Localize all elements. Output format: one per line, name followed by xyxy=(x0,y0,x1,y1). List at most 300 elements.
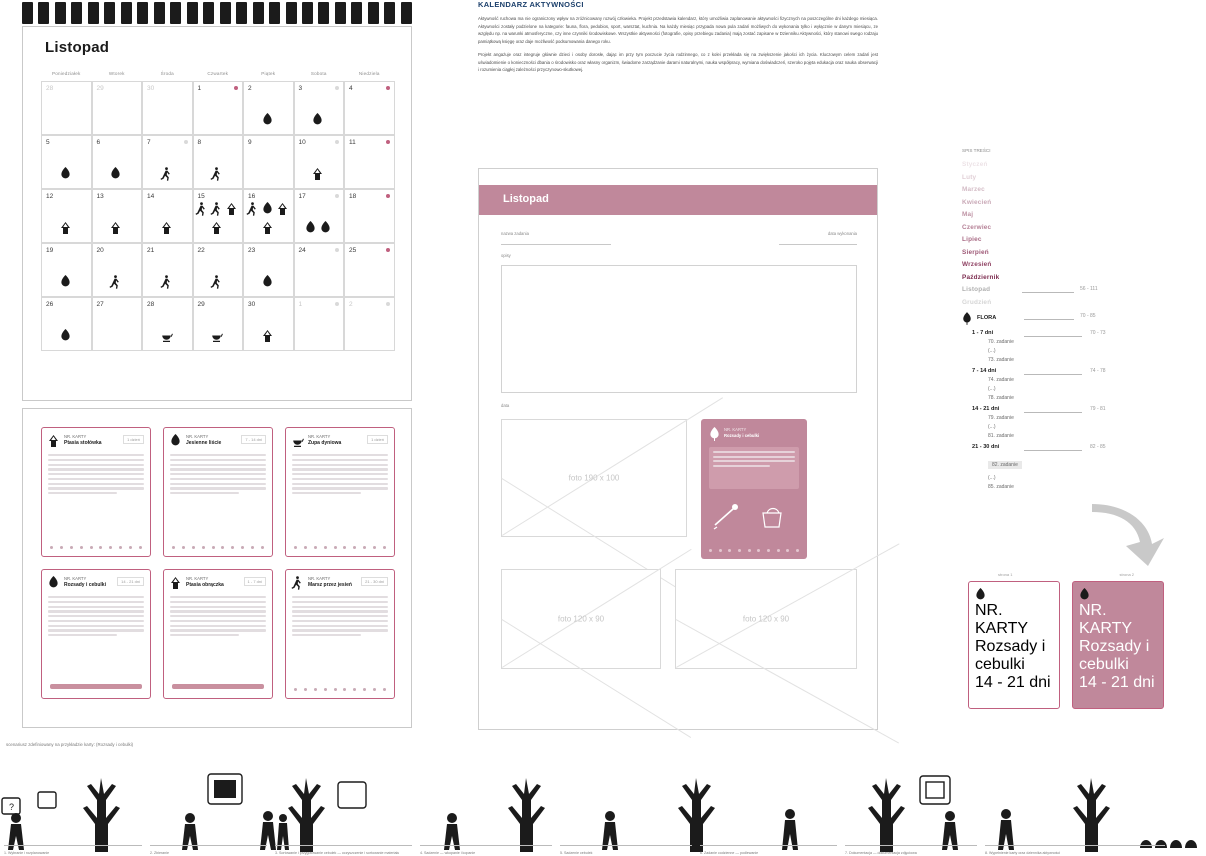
fauna-icon xyxy=(277,202,290,219)
wireframe-month-title: Listopad xyxy=(503,193,549,205)
day-number: 10 xyxy=(298,139,306,146)
toc-task-item[interactable]: (...) xyxy=(988,423,996,430)
toc-month-8[interactable] xyxy=(962,261,1192,268)
activity-cards-grid xyxy=(41,427,397,699)
kuchnia-icon xyxy=(211,329,224,346)
card-description-lines xyxy=(48,596,144,636)
calendar-week-row xyxy=(41,81,395,135)
spiral-binding xyxy=(22,2,412,24)
flora-icon xyxy=(320,221,333,238)
scenario-step-label-1: 1. Wybranie i rozplanowanie xyxy=(4,851,50,855)
activity-card[interactable] xyxy=(163,569,273,699)
card-description-lines xyxy=(292,596,388,636)
toc-month-label: Czerwiec xyxy=(962,223,992,231)
day-activity-icons xyxy=(194,167,243,184)
activity-card[interactable] xyxy=(285,427,395,557)
toc-month-1[interactable] xyxy=(962,174,1192,181)
day-number: 4 xyxy=(349,85,353,92)
scenario-step-rule xyxy=(700,845,837,846)
card-dots xyxy=(294,688,386,691)
card-duration-badge: 14 - 21 dni xyxy=(117,577,144,586)
day-number: 9 xyxy=(248,139,252,146)
day-activity-icons xyxy=(143,221,192,238)
card-title: Ptasia stołówka xyxy=(64,440,102,447)
card-title: Zupa dyniowa xyxy=(308,440,342,447)
weekday-6: Niedziela xyxy=(358,71,380,76)
day-activity-icons xyxy=(194,275,243,292)
calendar-day-cell[interactable] xyxy=(243,243,294,297)
toc-month-5[interactable] xyxy=(962,224,1192,231)
toc-task-item[interactable]: 82. zadanie xyxy=(988,461,1022,469)
calendar-sheet xyxy=(22,26,412,401)
activity-card[interactable] xyxy=(163,427,273,557)
card-title: Rozsady i cebulki xyxy=(1079,638,1150,673)
flora-icon xyxy=(48,576,60,591)
bottom-scenario-strip xyxy=(0,742,1206,856)
toc-month-label: Październik xyxy=(962,273,1000,281)
flora-icon xyxy=(60,275,73,292)
fauna-icon xyxy=(262,329,275,346)
sport-icon xyxy=(211,167,224,184)
day-number: 2 xyxy=(248,85,252,92)
card-kicker: NR. KARTY xyxy=(186,576,209,581)
leader-dash xyxy=(1024,374,1082,375)
card-duration-badge: 14 - 21 dni xyxy=(1079,674,1155,691)
notes-textarea[interactable] xyxy=(501,265,857,393)
card-kicker: NR. KARTY xyxy=(308,434,331,439)
diary-wireframe xyxy=(478,168,878,730)
toc-month-0[interactable] xyxy=(962,161,1192,168)
flora-icon xyxy=(60,167,73,184)
scenario-step-label-8: 8. Wypełnienie karty oraz dziennika aktywności xyxy=(985,851,1061,855)
toc-month-label: Lipiec xyxy=(962,236,982,243)
day-number: 1 xyxy=(197,85,202,92)
activity-card[interactable] xyxy=(968,581,1060,709)
card-dots xyxy=(709,549,799,552)
result-card-header-1: strona 2 xyxy=(1119,572,1134,577)
calendar-day-cell[interactable] xyxy=(142,189,193,243)
calendar-week-row xyxy=(41,189,395,243)
label-task-name: nazwa zadania xyxy=(501,231,529,236)
kuchnia-icon xyxy=(161,329,174,346)
calendar-day-cell[interactable] xyxy=(142,297,193,351)
calendar-week-row xyxy=(41,243,395,297)
result-cards-headers xyxy=(968,572,1164,581)
calendar-day-cell[interactable] xyxy=(92,243,143,297)
calendar-day-cell[interactable] xyxy=(243,297,294,351)
day-activity-icons xyxy=(93,275,142,292)
day-number: 2 xyxy=(349,301,353,308)
flora-icon xyxy=(1079,588,1157,602)
photo-placeholder-small-1-label: foto 120 x 90 xyxy=(557,614,605,624)
day-number: 29 xyxy=(96,85,104,92)
scenario-step-label-7: 7. Dokumentacja — dokumentacja zdjęciowa xyxy=(845,851,917,855)
calendar-day-cell[interactable] xyxy=(294,81,345,135)
toc-group-range: 70 - 73 xyxy=(1090,329,1106,336)
activity-card[interactable] xyxy=(285,569,395,699)
calendar-day-cell[interactable] xyxy=(243,81,294,135)
fauna-icon xyxy=(262,221,275,238)
scenario-step-rule xyxy=(150,845,267,846)
sport-icon xyxy=(161,275,174,292)
paragraph-1: Aktywność ruchowa ma nie ograniczony wpływ na zróżnicowany rozwój człowieka. Projekt przedstawia kalendarz, który umożliwia zaplanowanie aktywności fizycznych na poszczególne dni każdego miesiąca. Aktywności zostały podzielone na kategorie: fauna, flora, pedobios, sport, warsztat, kuchnia. Na każdy miesiąc przypada nowa pula zadań możliwych do wykonania tylko i wyłącznie w danym miesiącu, ze względu np. na warunki atmosferyczne, czy inne czynniki środowiskowe. Wszystkie aktywności (fotografie, opisy przebiegu zadania) mają zostać zapisane w Dzienniku Aktywności, który stanowi swego rodzaju pamiątkową księgę oraz daje możliwość podsumowania danego roku. xyxy=(478,16,878,44)
day-marker-dot xyxy=(335,140,339,144)
calendar-week-row xyxy=(41,297,395,351)
scenario-illustration xyxy=(0,756,1206,856)
calendar-day-cell[interactable] xyxy=(193,81,244,135)
card-title: Jesienne liście xyxy=(186,440,222,447)
scenario-step-label-3: 3. Sortowanie i przygotowanie cebulek — oczyszczenie i sortowanie materiału xyxy=(275,851,400,855)
table-of-contents xyxy=(962,148,1192,493)
scenario-step-label-6: 6. Zadanie codzienne — podlewanie xyxy=(700,851,759,855)
calendar-day-cell[interactable] xyxy=(92,81,143,135)
toc-month-label: Luty xyxy=(962,173,977,181)
card-duration-badge: 1 - 7 dni xyxy=(244,577,266,586)
day-activity-icons xyxy=(244,202,293,238)
day-activity-icons xyxy=(295,167,344,184)
input-line-done-date[interactable] xyxy=(779,244,857,245)
toc-task-item[interactable]: 70. zadanie xyxy=(988,338,1014,345)
calendar-day-cell[interactable] xyxy=(92,297,143,351)
card-duration-badge: 14 - 21 dni xyxy=(975,674,1051,691)
day-number: 7 xyxy=(147,139,151,146)
toc-month-label: Maj xyxy=(962,211,974,218)
day-activity-icons xyxy=(194,329,243,346)
card-duration-badge: 7 - 14 dni xyxy=(241,435,266,444)
result-cards-panel xyxy=(968,572,1164,709)
toc-month-label: Sierpień xyxy=(962,248,989,256)
calendar-grid xyxy=(41,71,395,351)
flora-icon xyxy=(312,113,325,130)
toc-task-item[interactable]: (...) xyxy=(988,385,996,392)
calendar-day-cell[interactable] xyxy=(41,189,92,243)
fauna-icon xyxy=(226,202,239,219)
day-number: 17 xyxy=(298,193,306,200)
day-number: 14 xyxy=(147,193,155,200)
svg-text:?: ? xyxy=(9,802,15,812)
day-activity-icons xyxy=(143,329,192,346)
weekday-0: Poniedziałek xyxy=(52,71,81,76)
day-number: 15 xyxy=(197,193,205,200)
day-activity-icons xyxy=(194,202,243,238)
toc-task-item[interactable]: 85. zadanie xyxy=(988,483,1014,490)
activity-card[interactable] xyxy=(41,427,151,557)
day-number: 22 xyxy=(197,247,205,254)
leader-dash xyxy=(1024,336,1082,337)
day-number: 25 xyxy=(349,247,357,254)
day-number: 27 xyxy=(96,301,104,308)
day-activity-icons xyxy=(93,221,142,238)
center-column xyxy=(478,0,878,624)
toc-group-0[interactable]: 1 - 7 dni 70 - 73 xyxy=(972,329,1106,336)
card-kicker: NR. KARTY xyxy=(975,602,1029,637)
scenario-step-labels xyxy=(0,842,1206,856)
toc-task-item[interactable]: 78. zadanie xyxy=(988,394,1014,401)
calendar-day-cell[interactable] xyxy=(294,243,345,297)
toc-month-label: Listopad xyxy=(962,286,991,293)
weekday-2: Środa xyxy=(160,71,174,76)
calendar-day-cell[interactable] xyxy=(344,189,395,243)
calendar-day-cell[interactable] xyxy=(294,135,345,189)
toc-month-11[interactable] xyxy=(962,299,1192,306)
wireframe-activity-card xyxy=(701,419,807,559)
fauna-icon xyxy=(170,576,182,591)
weekday-4: Piątek xyxy=(261,71,276,76)
scenario-step-rule xyxy=(420,845,552,846)
flora-icon xyxy=(170,434,182,449)
toc-task-item[interactable]: 79. zadanie xyxy=(988,414,1014,421)
paragraph-2: Projekt angażuje oraz integruje głównie dzieci i osoby dorosłe, dając im przy tym poczucie życia rodzinnego, co z kolei przekłada się na zwiększenie jakości ich życia. Kluczowym celem zadań jest uświadomienie o konieczności dbania o środowisko oraz własny organizm, świadome zarządzanie darami naturalnymi, nauka współpracy, wymiana doświadczeń, szeroko pojęta edukacja oraz nauka obserwacji i rozumienia ciągłej zależności przyczynowo-skutkowej. xyxy=(478,52,878,73)
day-marker-dot xyxy=(386,86,390,90)
fauna-icon xyxy=(161,221,174,238)
day-number: 28 xyxy=(147,301,155,308)
card-title: Marsz przez jesień xyxy=(308,582,352,589)
card-title: Rozsady i cebulki xyxy=(724,433,760,439)
day-number: 6 xyxy=(96,139,101,146)
day-number: 18 xyxy=(349,193,357,200)
leader-dash xyxy=(1024,319,1074,320)
sport-icon xyxy=(161,167,174,184)
kuchnia-icon xyxy=(292,434,304,449)
day-marker-dot xyxy=(386,140,390,144)
day-activity-icons xyxy=(42,221,91,238)
calendar-day-cell[interactable] xyxy=(41,81,92,135)
scenario-step-label-5: 5. Sadzenie cebulek xyxy=(560,851,593,855)
calendar-month-title: Listopad xyxy=(45,39,110,56)
card-kicker: NR. KARTY xyxy=(186,434,209,439)
toc-task-item[interactable]: (...) xyxy=(988,347,996,354)
sport-icon xyxy=(196,202,209,219)
calendar-mockup-panel xyxy=(8,0,428,740)
day-activity-icons xyxy=(143,167,192,184)
day-number: 13 xyxy=(96,193,104,200)
toc-month-9[interactable] xyxy=(962,274,1192,281)
label-done-date: data wykonania xyxy=(827,231,857,236)
input-line-task-name[interactable] xyxy=(501,244,611,245)
sport-icon xyxy=(292,576,304,591)
card-description-box xyxy=(709,447,799,489)
fauna-icon xyxy=(60,221,73,238)
toc-task-item[interactable]: 74. zadanie xyxy=(988,376,1014,383)
day-number: 5 xyxy=(46,139,50,146)
card-duration-badge: 21 - 30 dni xyxy=(361,577,388,586)
calendar-day-cell[interactable] xyxy=(344,135,395,189)
toc-group-range: 79 - 81 xyxy=(1090,405,1106,412)
calendar-week-row xyxy=(41,135,395,189)
activity-cards-sheet xyxy=(22,408,412,728)
day-number: 11 xyxy=(349,139,356,146)
calendar-day-cell[interactable] xyxy=(92,135,143,189)
toc-group-1[interactable]: 7 - 14 dni 74 - 78 xyxy=(972,367,1106,374)
leader-dash xyxy=(1024,412,1082,413)
card-dots xyxy=(172,546,264,549)
toc-month-4[interactable] xyxy=(962,211,1192,218)
sport-icon xyxy=(110,275,123,292)
day-number: 12 xyxy=(46,193,54,200)
toc-month-label: Marzec xyxy=(962,186,985,193)
card-kicker: NR. KARTY xyxy=(308,576,331,581)
day-number: 28 xyxy=(46,85,54,92)
fauna-icon xyxy=(110,221,123,238)
toc-group-2[interactable]: 14 - 21 dni 79 - 81 xyxy=(972,405,1106,412)
toc-month-3[interactable] xyxy=(962,199,1192,206)
photo-placeholder-large-label: foto 190 x 100 xyxy=(568,473,620,483)
calendar-day-cell[interactable] xyxy=(92,189,143,243)
toc-category-flora[interactable] xyxy=(962,312,1192,325)
weekday-5: Sobota xyxy=(310,71,327,76)
scenario-step-rule xyxy=(275,845,412,846)
calendar-day-cell[interactable] xyxy=(142,243,193,297)
scenario-step-label-4: 4. Sadzenie — wkopanie i kopanie xyxy=(420,851,476,855)
scenario-step-rule xyxy=(560,845,692,846)
calendar-day-cell[interactable] xyxy=(41,297,92,351)
fauna-icon xyxy=(312,167,325,184)
calendar-day-cell[interactable] xyxy=(193,189,244,243)
day-activity-icons xyxy=(42,167,91,184)
toc-task-item[interactable]: 73. zadanie xyxy=(988,356,1014,363)
toc-group-range: 74 - 78 xyxy=(1090,367,1106,374)
toc-task-item[interactable]: (...) xyxy=(988,474,996,481)
scenario-step-rule xyxy=(4,845,142,846)
calendar-day-cell[interactable] xyxy=(344,81,395,135)
day-number: 16 xyxy=(248,193,256,200)
calendar-day-cell[interactable] xyxy=(243,135,294,189)
calendar-day-cell[interactable] xyxy=(142,135,193,189)
card-duration-badge: 1 dzień xyxy=(367,435,388,444)
calendar-day-cell[interactable] xyxy=(142,81,193,135)
toc-group-3[interactable]: 21 - 30 dni 82 - 85 xyxy=(972,443,1106,450)
calendar-day-cell[interactable] xyxy=(294,297,345,351)
day-marker-dot xyxy=(335,248,339,252)
flow-arrow-icon xyxy=(1090,500,1170,570)
day-number: 30 xyxy=(248,301,256,308)
day-marker-dot xyxy=(234,86,238,90)
card-description-lines xyxy=(292,454,388,494)
day-number: 8 xyxy=(197,139,202,146)
leader-dash xyxy=(1024,450,1082,451)
photo-placeholder-small-2[interactable] xyxy=(675,569,857,669)
card-kicker: NR. KARTY xyxy=(64,576,87,581)
day-activity-icons xyxy=(295,221,344,238)
flora-icon xyxy=(110,167,123,184)
day-activity-icons xyxy=(93,167,142,184)
weekday-3: Czwartek xyxy=(207,71,229,76)
sport-icon xyxy=(211,202,224,219)
toc-month-6[interactable] xyxy=(962,236,1192,243)
day-activity-icons xyxy=(143,275,192,292)
day-activity-icons xyxy=(244,275,293,292)
label-notes: opisy xyxy=(501,253,511,258)
toc-group-list xyxy=(962,330,1192,490)
toc-category-name: FLORA xyxy=(977,315,997,321)
day-activity-icons xyxy=(244,329,293,346)
activity-card[interactable] xyxy=(1072,581,1164,709)
scenario-step-label-2: 2. Zbieranie xyxy=(150,851,169,855)
card-duration-badge: 1 dzień xyxy=(123,435,144,444)
card-illustration xyxy=(711,501,795,531)
day-marker-dot xyxy=(386,302,390,306)
flora-icon xyxy=(305,221,318,238)
card-progress-bar xyxy=(50,684,142,689)
day-number: 26 xyxy=(46,301,54,308)
toc-month-7[interactable] xyxy=(962,249,1192,256)
day-number: 20 xyxy=(96,247,104,254)
flora-icon xyxy=(262,113,275,130)
wireframe-header-band xyxy=(479,185,877,215)
calendar-day-cell[interactable] xyxy=(193,297,244,351)
photo-placeholder-large[interactable] xyxy=(501,419,687,537)
card-kicker: NR. KARTY xyxy=(64,434,87,439)
day-number: 21 xyxy=(147,247,155,254)
card-description-lines xyxy=(48,454,144,494)
card-title: Rozsady i cebulki xyxy=(64,582,106,589)
calendar-day-cell[interactable] xyxy=(41,135,92,189)
day-marker-dot xyxy=(335,86,339,90)
toc-month-label: Styczeń xyxy=(962,161,988,168)
bottom-caption: scenariusz zdefiniowany na przykładzie karty: (Rozsady i cebulki) xyxy=(6,742,134,747)
flora-icon xyxy=(60,329,73,346)
flora-icon xyxy=(709,427,720,441)
toc-month-label: Wrzesień xyxy=(962,261,992,268)
leader-dash xyxy=(1022,292,1074,293)
card-dots xyxy=(50,546,142,549)
fauna-icon xyxy=(48,434,60,449)
toc-group-range: 82 - 85 xyxy=(1090,443,1106,450)
day-marker-dot xyxy=(335,194,339,198)
card-progress-bar xyxy=(172,684,264,689)
section-heading: KALENDARZ AKTYWNOŚCI xyxy=(478,0,584,9)
calendar-day-cell[interactable] xyxy=(344,243,395,297)
flora-icon xyxy=(262,202,275,219)
card-title: Rozsady i cebulki xyxy=(975,638,1046,673)
day-activity-icons xyxy=(42,329,91,346)
toc-month-range: 56 - 111 xyxy=(1080,286,1098,292)
day-number: 3 xyxy=(298,85,303,92)
card-description-lines xyxy=(170,596,266,636)
calendar-day-cell[interactable] xyxy=(294,189,345,243)
sport-icon xyxy=(247,202,260,219)
card-description-lines xyxy=(170,454,266,494)
toc-month-10[interactable] xyxy=(962,286,1192,293)
photo-placeholder-small-1[interactable] xyxy=(501,569,661,669)
toc-title: SPIS TREŚCI xyxy=(962,148,991,153)
toc-month-2[interactable] xyxy=(962,186,1192,193)
calendar-day-cell[interactable] xyxy=(243,189,294,243)
weekday-1: Wtorek xyxy=(108,71,125,76)
activity-card[interactable] xyxy=(41,569,151,699)
day-marker-dot xyxy=(386,248,390,252)
day-activity-icons xyxy=(295,113,344,130)
scenario-step-rule xyxy=(845,845,977,846)
day-activity-icons xyxy=(42,275,91,292)
day-number: 23 xyxy=(248,247,256,254)
calendar-day-cell[interactable] xyxy=(193,135,244,189)
photo-placeholder-small-2-label: foto 120 x 90 xyxy=(742,614,790,624)
card-dots xyxy=(294,546,386,549)
calendar-day-cell[interactable] xyxy=(41,243,92,297)
scenario-step-rule xyxy=(985,845,1165,846)
flora-icon xyxy=(962,312,972,325)
calendar-day-cell[interactable] xyxy=(344,297,395,351)
card-kicker: NR. KARTY xyxy=(724,427,747,432)
toc-task-item[interactable]: 81. zadanie xyxy=(988,432,1014,439)
day-number: 29 xyxy=(197,301,205,308)
label-date: data xyxy=(501,403,510,408)
card-title: Ptasia obrączka xyxy=(186,582,224,589)
flora-icon xyxy=(262,275,275,292)
day-marker-dot xyxy=(335,302,339,306)
calendar-day-cell[interactable] xyxy=(193,243,244,297)
